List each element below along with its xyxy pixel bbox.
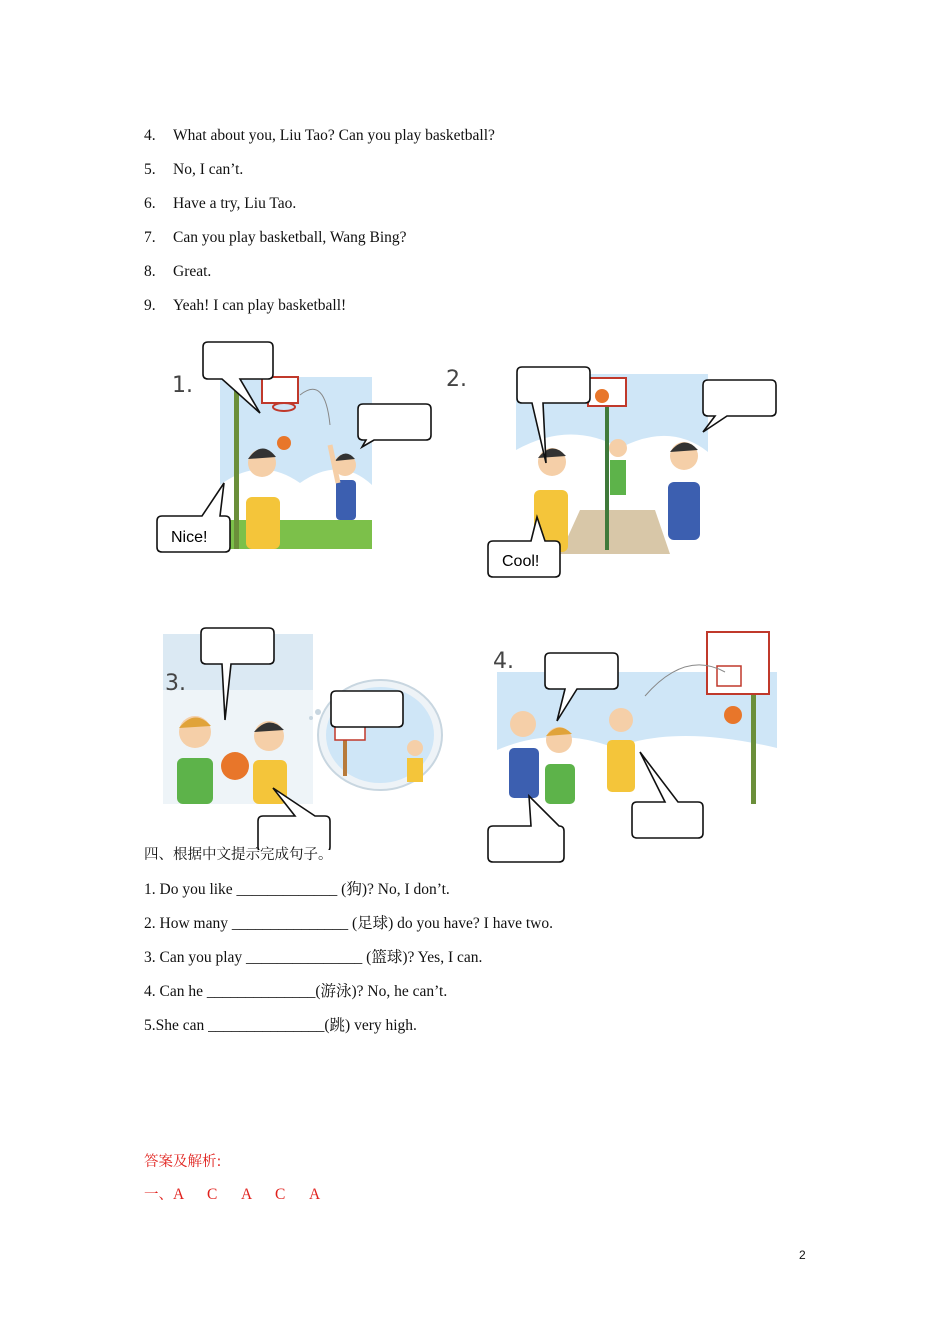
fill-in-item: 5.She can _______________(跳) very high. [144, 1017, 417, 1034]
fill-in-item: 2. How many _______________ (足球) do you have? I have two. [144, 915, 553, 932]
dialogue-line: 4. What about you, Liu Tao? Can you play basketball? [144, 127, 495, 144]
answers-prefix: 一、 [144, 1187, 173, 1203]
dialogue-line: 9. Yeah! I can play basketball! [144, 297, 347, 314]
picture-label: 4. [493, 649, 514, 674]
picture-label: 3. [165, 671, 186, 696]
answer-item: A [309, 1186, 321, 1203]
dialogue-line: 7. Can you play basketball, Wang Bing? [144, 229, 407, 246]
dialogue-line: 8. Great. [144, 263, 212, 280]
picture-label: 1. [172, 373, 193, 398]
answer-item: A [241, 1186, 253, 1203]
section-heading: 四、根据中文提示完成句子。 [144, 847, 333, 863]
dialogue-line: 5. No, I can’t. [144, 161, 244, 178]
bubble-text: Cool! [502, 553, 540, 570]
dialogue-line: 6. Have a try, Liu Tao. [144, 195, 297, 212]
bubble-text: Nice! [171, 529, 208, 546]
fill-in-item: 3. Can you play _______________ (篮球)? Yes, I can. [144, 949, 483, 966]
fill-in-item: 4. Can he ______________(游泳)? No, he can’t. [144, 983, 448, 1000]
answers-line [144, 1183, 343, 1204]
picture-4 [485, 620, 785, 870]
fill-in-item: 1. Do you like _____________ (狗)? No, I don’t. [144, 881, 450, 898]
page-number: 2 [799, 1248, 806, 1262]
answer-item: A [173, 1186, 185, 1203]
picture-2 [440, 360, 785, 582]
answer-item: C [275, 1186, 286, 1203]
picture-label: 2. [446, 367, 467, 392]
answer-item: C [207, 1186, 218, 1203]
picture-1 [150, 335, 440, 565]
answers-heading: 答案及解析: [144, 1154, 222, 1170]
picture-3 [145, 620, 450, 850]
